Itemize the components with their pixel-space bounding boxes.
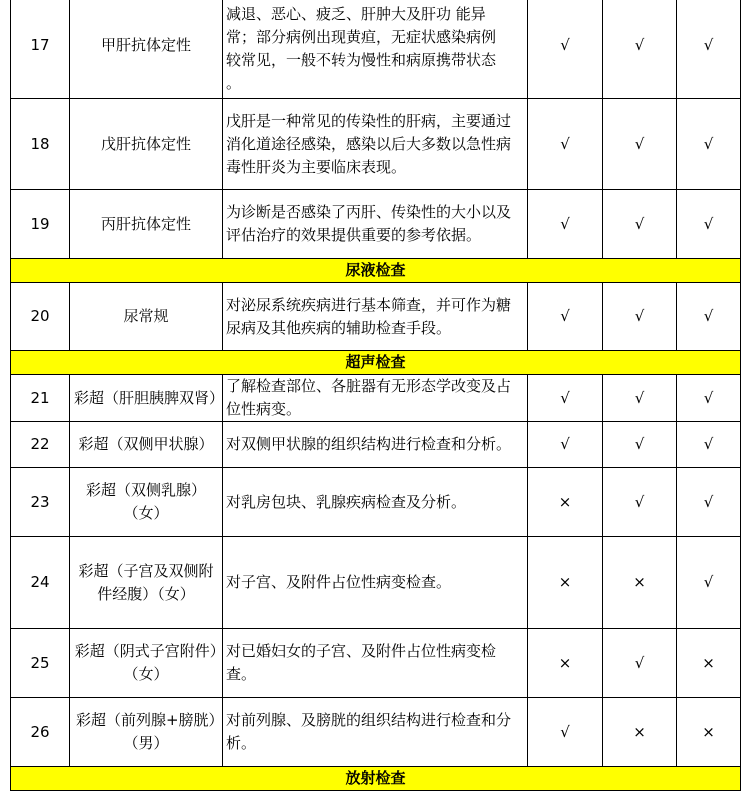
section-title: 超声检查 bbox=[11, 351, 741, 375]
cross-mark: × bbox=[677, 629, 741, 698]
cross-mark: × bbox=[528, 468, 603, 537]
item-name: 尿常规 bbox=[70, 283, 223, 351]
item-description: 戊肝是一种常见的传染性的肝病，主要通过消化道途径感染，感染以后大多数以急性病毒性肝炎为主要临床表现。 bbox=[223, 99, 528, 190]
item-name: 甲肝抗体定性 bbox=[70, 0, 223, 99]
row-number: 17 bbox=[11, 0, 70, 99]
item-description: 对前列腺、及膀胱的组织结构进行检查和分析。 bbox=[223, 698, 528, 767]
check-mark: √ bbox=[603, 468, 677, 537]
row-number: 25 bbox=[11, 629, 70, 698]
table-row bbox=[11, 698, 741, 767]
check-mark: √ bbox=[528, 283, 603, 351]
table-row bbox=[11, 99, 741, 190]
check-mark: √ bbox=[603, 190, 677, 259]
table-row bbox=[11, 537, 741, 629]
item-name: 彩超（子宫及双侧附件经腹）（女） bbox=[70, 537, 223, 629]
table-row bbox=[11, 283, 741, 351]
row-number: 21 bbox=[11, 375, 70, 422]
item-name: 彩超（阴式子宫附件）（女） bbox=[70, 629, 223, 698]
item-description: 减退、恶心、疲乏、肝肿大及肝功 能异 常；部分病例出现黄疸，无症状感染病例 较常见，一般不转为慢性和病原携带状态 。 bbox=[223, 0, 528, 99]
check-mark: √ bbox=[603, 375, 677, 422]
cross-mark: × bbox=[528, 629, 603, 698]
section-title: 放射检查 bbox=[11, 767, 741, 791]
item-description: 对泌尿系统疾病进行基本筛查，并可作为糖尿病及其他疾病的辅助检查手段。 bbox=[223, 283, 528, 351]
item-name: 彩超（肝胆胰脾双肾） bbox=[70, 375, 223, 422]
row-number: 18 bbox=[11, 99, 70, 190]
item-description: 对子宫、及附件占位性病变检查。 bbox=[223, 537, 528, 629]
check-mark: √ bbox=[677, 422, 741, 468]
item-name: 彩超（双侧乳腺）（女） bbox=[70, 468, 223, 537]
table-row bbox=[11, 0, 741, 99]
item-description: 对乳房包块、乳腺疾病检查及分析。 bbox=[223, 468, 528, 537]
table-row bbox=[11, 422, 741, 468]
row-number: 23 bbox=[11, 468, 70, 537]
item-description: 了解检查部位、各脏器有无形态学改变及占位性病变。 bbox=[223, 375, 528, 422]
item-name: 彩超（前列腺+膀胱）（男） bbox=[70, 698, 223, 767]
row-number: 26 bbox=[11, 698, 70, 767]
check-mark: √ bbox=[603, 422, 677, 468]
item-description: 对双侧甲状腺的组织结构进行检查和分析。 bbox=[223, 422, 528, 468]
row-number: 20 bbox=[11, 283, 70, 351]
table-row bbox=[11, 375, 741, 422]
check-mark: √ bbox=[677, 537, 741, 629]
cross-mark: × bbox=[603, 698, 677, 767]
item-name: 戊肝抗体定性 bbox=[70, 99, 223, 190]
check-mark: √ bbox=[603, 0, 677, 99]
exam-table bbox=[10, 0, 741, 791]
table-row bbox=[11, 629, 741, 698]
cross-mark: × bbox=[603, 537, 677, 629]
check-mark: √ bbox=[528, 375, 603, 422]
row-number: 22 bbox=[11, 422, 70, 468]
item-description: 为诊断是否感染了丙肝、传染性的大小以及评估治疗的效果提供重要的参考依据。 bbox=[223, 190, 528, 259]
check-mark: √ bbox=[603, 283, 677, 351]
check-mark: √ bbox=[603, 629, 677, 698]
check-mark: √ bbox=[528, 0, 603, 99]
check-mark: √ bbox=[528, 190, 603, 259]
check-mark: √ bbox=[528, 422, 603, 468]
check-mark: √ bbox=[603, 99, 677, 190]
check-mark: √ bbox=[677, 99, 741, 190]
item-name: 彩超（双侧甲状腺） bbox=[70, 422, 223, 468]
section-header bbox=[11, 351, 741, 375]
cross-mark: × bbox=[528, 537, 603, 629]
check-mark: √ bbox=[677, 283, 741, 351]
table-row bbox=[11, 190, 741, 259]
item-name: 丙肝抗体定性 bbox=[70, 190, 223, 259]
cross-mark: × bbox=[677, 698, 741, 767]
check-mark: √ bbox=[677, 468, 741, 537]
check-mark: √ bbox=[528, 99, 603, 190]
section-header bbox=[11, 259, 741, 283]
check-mark: √ bbox=[528, 698, 603, 767]
table-row bbox=[11, 468, 741, 537]
item-description: 对已婚妇女的子宫、及附件占位性病变检查。 bbox=[223, 629, 528, 698]
row-number: 19 bbox=[11, 190, 70, 259]
check-mark: √ bbox=[677, 0, 741, 99]
check-mark: √ bbox=[677, 375, 741, 422]
check-mark: √ bbox=[677, 190, 741, 259]
section-title: 尿液检查 bbox=[11, 259, 741, 283]
row-number: 24 bbox=[11, 537, 70, 629]
